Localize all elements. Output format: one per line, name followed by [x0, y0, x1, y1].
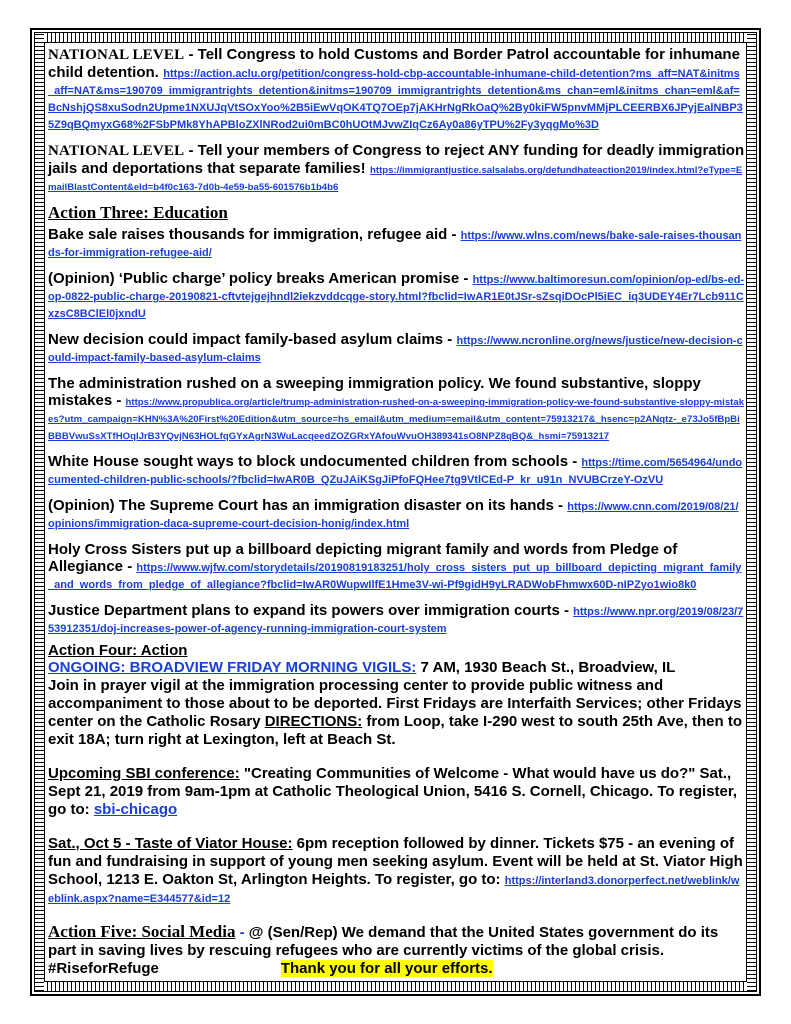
edu-text: Bake sale raises thousands for immigration, refugee aid - — [48, 226, 461, 243]
edu-item-8 — [48, 602, 745, 636]
edu-item-4 — [48, 375, 745, 443]
donorperfect-link[interactable]: https://interland3.donorperfect.net/weblink/weblink.aspx?name=E344577&id=12 — [48, 875, 740, 905]
edu-text: Holy Cross Sisters put up a billboard depicting migrant family and words from Pledge of Allegiance - — [48, 541, 678, 575]
national-label: NATIONAL LEVEL — [48, 143, 185, 159]
national-item-1 — [48, 46, 745, 132]
edu-text: (Opinion) ‘Public charge’ policy breaks American promise - — [48, 270, 473, 287]
edu-text: White House sought ways to block undocumented children from schools - — [48, 453, 582, 470]
border-pattern-right — [747, 33, 756, 991]
action-five-heading: Action Five: Social Media — [48, 922, 236, 941]
action-five-item — [48, 923, 745, 978]
sbi-item — [48, 765, 745, 819]
edu-item-6 — [48, 497, 745, 531]
immigrant-justice-link[interactable]: https://immigrantjustice.salsalabs.org/defundhateaction2019/index.html?eType=EmailBlastContent&eId=b4f0c163-7d0b-4e59-ba55-601576b1b4b6 — [48, 165, 743, 193]
separator: - — [184, 142, 198, 159]
hashtag: #RiseforRefuge — [48, 960, 159, 977]
edu-item-5 — [48, 453, 745, 487]
vigil-when: 7 AM, 1930 Beach St., Broadview, IL — [416, 659, 676, 676]
action-five-body: @ (Sen/Rep) We demand that the United States government do its part in saving lives by rescuing refugees who are currently victims of the global crisis. — [48, 924, 719, 959]
npr-link[interactable]: https://www.npr.org/2019/08/23/753912351/doj-increases-power-of-agency-running-immigration-court-system — [48, 606, 744, 635]
time-link[interactable]: https://time.com/5654964/undocumented-children-public-schools/?fbclid=IwAR0B_QZuJAiKSgJiPfoFQHee7tg9VtlCEd-P_kr_u91n_NVUBCrzeY-OzVU — [48, 457, 743, 486]
edu-text: New decision could impact family-based asylum claims - — [48, 331, 457, 348]
edu-text: (Opinion) The Supreme Court has an immigration disaster on its hands - — [48, 497, 568, 514]
vigil-item — [48, 659, 745, 749]
border-pattern-top — [35, 33, 756, 42]
national-text: Tell your members of Congress to reject ANY funding for deadly immigration jails and deportations that separate families! — [48, 142, 745, 177]
directions-text: from Loop, take I-290 west to south 25th Ave, then to exit 18A; turn right at Lexington, left at Beach St. — [48, 713, 742, 748]
sbi-label: Upcoming SBI conference: — [48, 765, 240, 782]
edu-item-2 — [48, 270, 745, 321]
wjfw-link[interactable]: https://www.wjfw.com/storydetails/20190819183251/holy_cross_sisters_put_up_billboard_depicting_migrant_family_and_words_from_pledge_of_allegiance?fbclid=IwAR0WupwIlfE1Hme3V-wi-Pf9gidH9yLRADWobFhmwx60D-nIPZyo1wio8k0 — [48, 562, 742, 591]
action-three-heading-row — [48, 204, 745, 222]
national-text: Tell Congress to hold Customs and Border Patrol accountable for inhumane child detention. — [48, 46, 740, 81]
action-three-heading: Action Three: Education — [48, 203, 228, 222]
separator: - — [184, 46, 198, 63]
vigil-title: ONGOING: BROADVIEW FRIDAY MORNING VIGILS: — [48, 659, 417, 676]
vigil-body: Join in prayer vigil at the immigration processing center to provide public witness and accompaniment to those about to be deported. First Fridays are Interfaith Services; other Fridays center on the Catholic Rosary — [48, 677, 742, 730]
sbi-body: "Creating Communities of Welcome - What would have us do?" Sat., Sept 21, 2019 from 9am-1pm at Catholic Theological Union, 5416 S. Cornell, Chicago. To register, go to: — [48, 765, 738, 818]
edu-item-7 — [48, 541, 745, 592]
viator-body: 6pm reception followed by dinner. Tickets $75 - an evening of fun and fundraising in support of young men seeking asylum. Event will be held at St. Viator High School, 1213 E. Oakton St, Arlington Heights. To register, go to: — [48, 835, 743, 888]
edu-item-1 — [48, 226, 745, 260]
viator-label: Sat., Oct 5 - Taste of Viator House: — [48, 835, 293, 852]
propublica-link[interactable]: https://www.propublica.org/article/trump-administration-rushed-on-a-sweeping-immigration-policy-we-found-substantive-sloppy-mistakes?utm_campaign=KHN%3A%20First%20Edition&utm_source=hs_email&utm_medium=email&utm_content=75913217&_hsenc=p2ANqtz-_e73Jo5fBpBiBBBVwuSsXTfHOqlJrB3YQvjN63HOLfqGYxAgrN3WuLacqeedZOZGRxYAfouWvuOH389341sO8NPZ8qBQ&_hsmi=75913217 — [48, 397, 745, 442]
cnn-link[interactable]: https://www.cnn.com/2019/08/21/opinions/immigration-daca-supreme-court-decision-honig/index.html — [48, 501, 739, 530]
national-label: NATIONAL LEVEL — [48, 47, 185, 63]
edu-text: The administration rushed on a sweeping immigration policy. We found substantive, sloppy mistakes - — [48, 375, 701, 409]
baltimoresun-link[interactable]: https://www.baltimoresun.com/opinion/op-ed/bs-ed-op-0822-public-charge-20190821-cftvtejgejhndl2iekzvddcqge-story.html?fbclid=IwAR1E0tJSr-sZsqiDOcPl5iEC_iq3UDEY4Er7Lcb911CxzsC8BClEl0jxndU — [48, 274, 745, 320]
border-pattern-left — [35, 33, 44, 991]
ncronline-link[interactable]: https://www.ncronline.org/news/justice/new-decision-could-impact-family-based-asylum-claims — [48, 335, 743, 364]
thank-you-note: Thank you for all your efforts. — [280, 960, 493, 977]
sbi-chicago-link[interactable]: sbi-chicago — [93, 801, 178, 818]
wlns-link[interactable]: https://www.wlns.com/news/bake-sale-raises-thousands-for-immigration-refugee-aid/ — [48, 230, 742, 259]
page-content — [48, 46, 745, 988]
national-item-2 — [48, 142, 745, 194]
edu-text: Justice Department plans to expand its powers over immigration courts - — [48, 602, 574, 619]
action-four-heading: Action Four: Action — [48, 642, 188, 659]
directions-label: DIRECTIONS: — [264, 713, 363, 730]
action-four-heading-row — [48, 642, 745, 659]
viator-item — [48, 835, 745, 907]
separator: - — [235, 924, 249, 941]
edu-item-3 — [48, 331, 745, 365]
aclu-petition-link[interactable]: https://action.aclu.org/petition/congress-hold-cbp-accountable-inhumane-child-detention?ms_aff=NAT&initms_aff=NAT&ms=190709_immigrantrights_detention&initms=190709_immigrantrights_detention&ms_chan=eml&initms_chan=eml&af=BcNshjQS8xuSodn2Upme1NXUJqVtSOxYoo%2B5iEwVqOK4TQ7OEp7jAKHrNgRkOaQ%2By0kiFW5pnvMMjPLCEERBX6JPyjEalNBP35Z9qBQmyxG68%2FSbPMk8YhAPBloZXlNRod2ui0mBC0hUOtMJvwZIqCz6Ay0a86yTPU%2Fy3yqgMo%3D — [48, 68, 743, 131]
